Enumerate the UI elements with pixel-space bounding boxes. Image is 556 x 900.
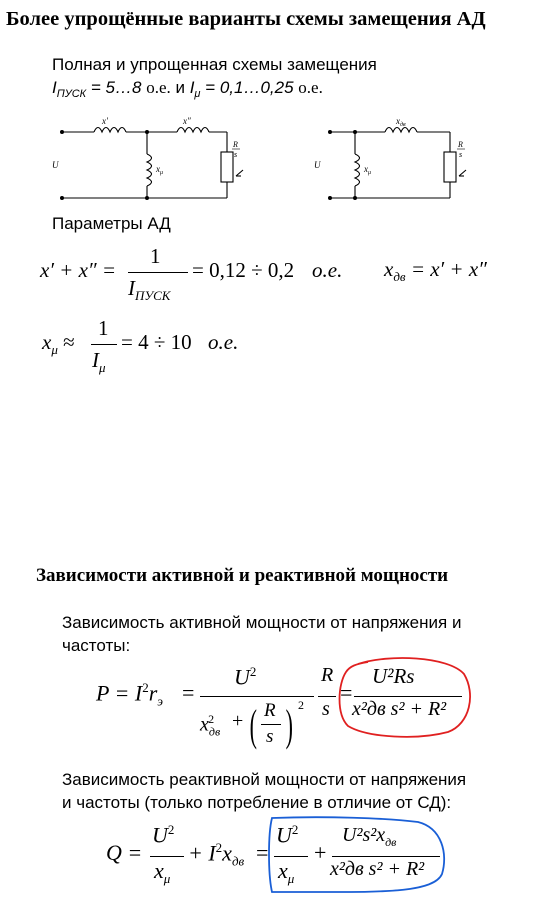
fraction-bar [261,724,281,725]
i-start-symbol: I [52,78,57,97]
terminal-dot-bottom [328,196,332,200]
formula-magnetizing-reactance [42,316,272,378]
subtitle-line2 [52,78,323,100]
formula-p-den-frac-num: R [264,700,276,721]
formula-q-lhs: Q = [106,840,143,865]
params-heading: Параметры АД [52,214,171,233]
formula-q-r-plus: + [314,840,327,865]
label-u: U [52,160,59,170]
label-r: R [233,140,238,149]
fraction-bar [91,344,117,345]
label-r: R [458,140,463,149]
slide2-title: Зависимости активной и реактивной мощности [36,565,449,586]
label-s: s [459,150,463,159]
formula-p-num: $U^2$ [234,664,257,690]
slide1-title: Более упрощённые варианты схемы замещения АД [6,8,486,30]
formula-p-eq2: = [340,680,353,705]
formula3-num: 1 [98,316,109,340]
formula-p-den-x: $x_{дв}^2$ [200,712,221,739]
simple-equivalent-circuit [310,112,480,204]
formula-q-plus: + $I^2x_{дв}$ [188,840,245,869]
formula-p-res-num: U²Rs [372,664,415,688]
label-xmu: $x_\mu$ [156,164,164,176]
formula-p-res-den: x²дв s² + R² [352,698,447,720]
formula3-unit: о.е. [208,330,239,354]
terminal-dot-top [60,130,64,134]
paren-right: ) [285,701,293,750]
formula3-lhs: $x_\mu$ ≈ [42,330,75,357]
i-mu-value: = 0,1…0,25 [200,78,299,97]
unit-2: о.е. [298,78,323,97]
formula3-den: $I_\mu$ [92,348,106,375]
label-x2: x″ [183,116,191,126]
active-power-text-line2: частоты: [62,636,131,655]
fraction-bar [150,856,184,857]
node-dot-top [145,130,149,134]
i-mu-symbol: I [189,78,195,97]
formula-p-mult-num: R [321,664,334,686]
reactive-power-text-line1: Зависимость реактивной мощности от напряжения [62,770,467,789]
full-equivalent-circuit [52,112,262,204]
reactive-power-text-line2: и частоты (только потребление в отличие от СД): [62,793,452,812]
formula-q-t1-den: $x_\mu$ [154,858,171,886]
label-s: s [234,150,238,159]
node-dot-bottom [145,196,149,200]
active-power-text-line1: Зависимость активной мощности от напряжения и [62,613,462,632]
formula-p-eq: = [182,680,195,705]
i-mu-sub: μ [194,88,201,100]
formula1-unit: о.е. [312,258,343,282]
formula-leakage-reactance [40,244,360,306]
node-dot-top [353,130,357,134]
fraction-bar [128,272,188,273]
formula-q-r2-num: $U^2s^2x_{дв}$ [342,824,397,849]
formula1-rhs: = 0,12 ÷ 0,2 [192,258,295,282]
formula-q-r1-num: $U^2$ [276,822,299,848]
formula-q-eq: = [256,840,269,865]
label-xmu: $x_\mu$ [364,164,372,176]
node-dot-bottom [353,196,357,200]
formula-p-mult-den: s [322,698,330,720]
i-start-value: = 5…8 [86,78,147,97]
label-x1: x′ [102,116,108,126]
subtitle-line1: Полная и упрощенная схемы замещения [52,55,377,74]
label-xdv: $x_{дв}$ [396,116,406,128]
formula1-num: 1 [150,244,161,268]
formula-p-paren-sup: 2 [298,698,304,712]
formula-p-den-plus: + [232,710,244,732]
formula-q-r1-den: $x_\mu$ [278,858,295,886]
active-power-highlight-circle [338,654,474,740]
formula-q-t1-num: $U^2$ [152,822,175,848]
paren-left: ( [249,701,257,750]
i-start-sub: ПУСК [56,88,87,100]
reactive-power-highlight-box [266,814,448,896]
fraction-bar [318,696,336,697]
and-word: и [170,78,190,97]
unit-1: о.е. [146,78,171,97]
formula-p-den-frac-den: s [266,726,274,747]
fraction-bar [200,696,314,697]
label-u: U [314,160,321,170]
formula1-lhs: x′ + x″ = [40,258,117,282]
formula3-rhs: = 4 ÷ 10 [121,330,192,354]
formula-q-r2-den: x²дв s² + R² [330,858,425,880]
formula1-den: $I_{ПУСК}$ [128,276,171,303]
formula-p-lhs: $P = I^2r_э$ [96,680,164,709]
terminal-dot-top [328,130,332,134]
formula-xdv: $x_{дв} = x' + x''$ [384,257,487,284]
terminal-dot-bottom [60,196,64,200]
